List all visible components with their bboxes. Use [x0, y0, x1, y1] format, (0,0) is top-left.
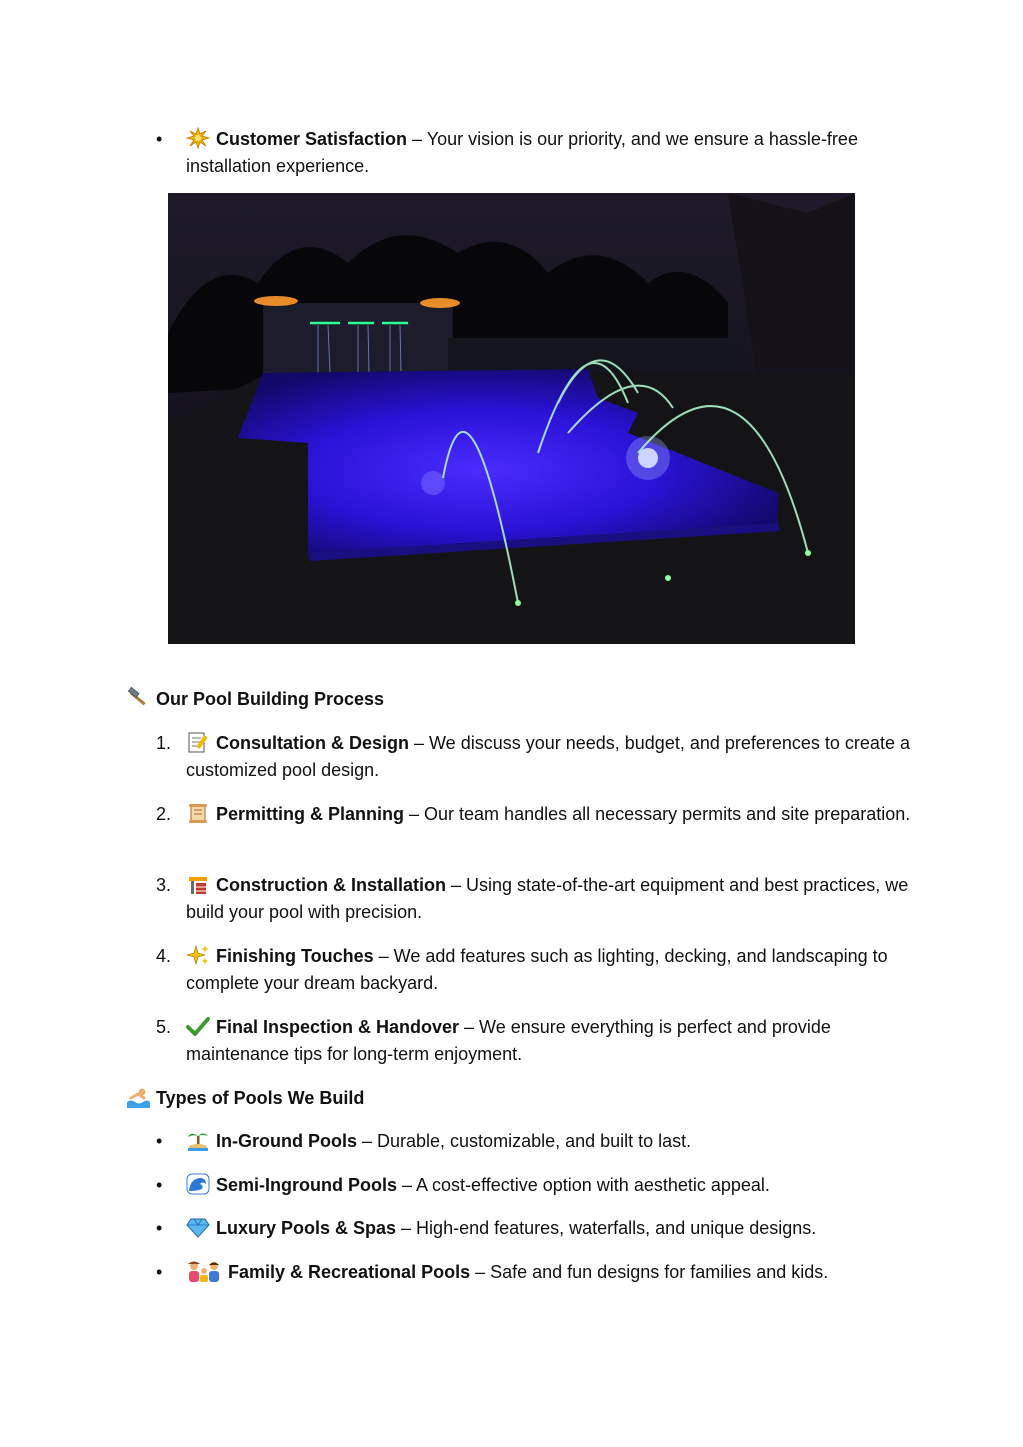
process-heading: Our Pool Building Process: [156, 689, 385, 709]
list-item: [156, 1215, 916, 1242]
step-title: Finishing Touches: [216, 946, 374, 966]
step-number: 5.: [156, 1017, 172, 1037]
bullet-dot: •: [156, 1262, 163, 1282]
swimmer-icon: [126, 1086, 150, 1108]
step-text: – We ensure everything is perfect and provide maintenance tips for long-term enjoyment.: [186, 1017, 831, 1064]
list-item: [156, 943, 916, 997]
step-text: – Our team handles all necessary permits and site preparation.: [404, 804, 911, 824]
collision-star-icon: [186, 127, 210, 149]
step-number: 2.: [156, 804, 172, 824]
pool-photo: [168, 193, 855, 644]
step-text: – We discuss your needs, budget, and preferences to create a customized pool design.: [186, 733, 910, 780]
list-item: [156, 872, 916, 926]
memo-icon: [186, 731, 210, 753]
bullet-dot: •: [156, 1175, 163, 1195]
type-title: Semi-Inground Pools: [216, 1175, 398, 1195]
type-title: In-Ground Pools: [216, 1131, 357, 1151]
types-heading: Types of Pools We Build: [156, 1088, 365, 1108]
list-item: [156, 1172, 916, 1199]
section-heading: [126, 1085, 364, 1112]
step-title: Consultation & Design: [216, 733, 409, 753]
step-title: Construction & Installation: [216, 875, 447, 895]
list-item: [156, 126, 916, 180]
step-number: 4.: [156, 946, 172, 966]
bullet-dot: •: [156, 1218, 163, 1238]
type-text: – High-end features, waterfalls, and unique designs.: [396, 1218, 817, 1238]
list-item: [156, 730, 916, 784]
sparkles-icon: [186, 944, 210, 966]
wave-icon: [186, 1173, 210, 1195]
step-text: – Using state-of-the-art equipment and best practices, we build your pool with precision.: [186, 875, 909, 922]
type-text: – Durable, customizable, and built to last.: [357, 1131, 692, 1151]
list-item: [156, 801, 916, 828]
type-text: – Safe and fun designs for families and kids.: [470, 1262, 829, 1282]
list-item: [156, 1259, 916, 1286]
construction-icon: [186, 873, 210, 895]
list-item: [156, 1014, 916, 1068]
step-title: Final Inspection & Handover: [216, 1017, 460, 1037]
check-mark-icon: [186, 1015, 210, 1037]
bullet-dot: •: [156, 1131, 163, 1151]
island-icon: [186, 1129, 210, 1151]
item-text: – Your vision is our priority, and we ensure a hassle-free installation experience.: [186, 129, 858, 176]
type-title: Luxury Pools & Spas: [216, 1218, 397, 1238]
type-text: – A cost-effective option with aesthetic appeal.: [397, 1175, 770, 1195]
type-title: Family & Recreational Pools: [228, 1262, 471, 1282]
step-title: Permitting & Planning: [216, 804, 405, 824]
section-heading: [126, 686, 384, 713]
family-icon: [186, 1260, 222, 1282]
hammer-icon: [126, 687, 150, 709]
item-title: Customer Satisfaction: [216, 129, 408, 149]
step-text: – We add features such as lighting, decking, and landscaping to complete your dream backyard.: [186, 946, 888, 993]
gem-icon: [186, 1216, 210, 1238]
bullet-dot: •: [156, 129, 163, 149]
list-item: [156, 1128, 916, 1155]
step-number: 1.: [156, 733, 172, 753]
step-number: 3.: [156, 875, 172, 895]
scroll-icon: [186, 802, 210, 824]
